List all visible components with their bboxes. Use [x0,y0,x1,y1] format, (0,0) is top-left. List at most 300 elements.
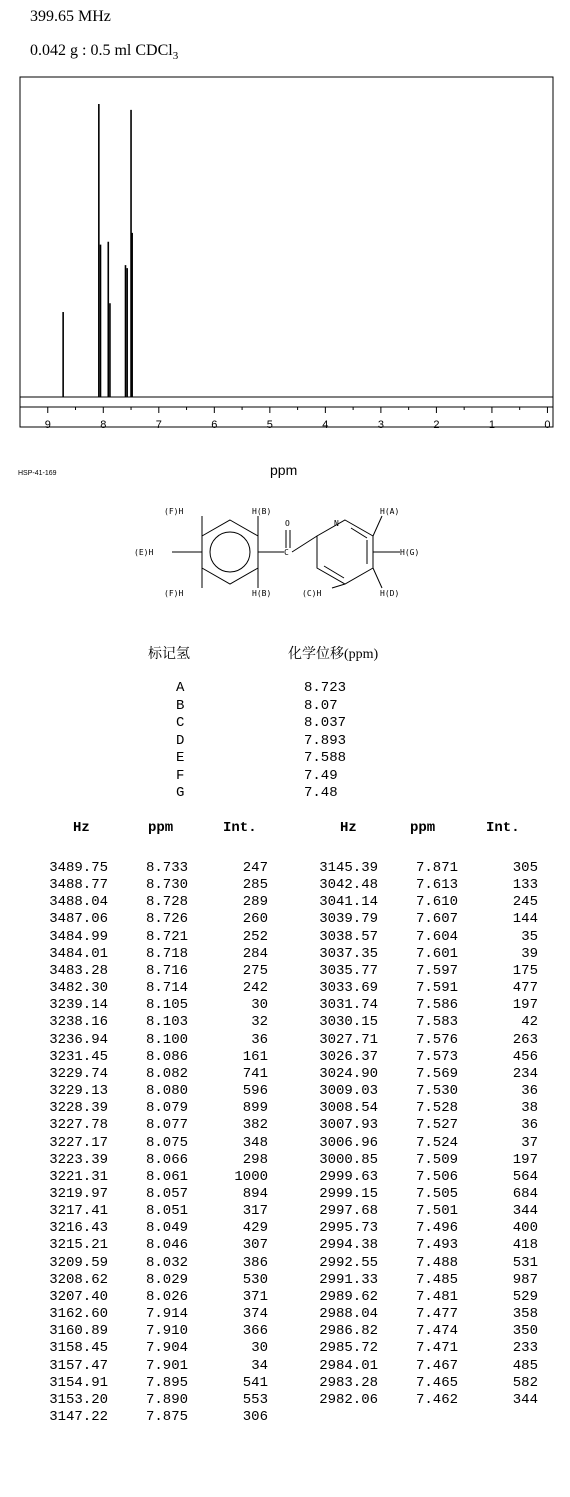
table-row [28,1186,268,1203]
cell-ppm: 7.895 [145,1374,188,1391]
cell-int: 582 [512,1374,538,1391]
cell-int: 133 [512,877,538,894]
cell-int: 36 [251,1031,268,1048]
label-nitrogen: N [334,519,339,528]
label-carbon: C [284,548,289,557]
table-row [298,1032,538,1049]
cell-int: 36 [521,1117,538,1134]
cell-int: 529 [512,1288,538,1305]
table-row [28,1135,268,1152]
cell-int: 34 [251,1357,268,1374]
cell-int: 541 [242,1374,268,1391]
table-row [298,963,538,980]
cell-int: 197 [512,1151,538,1168]
cell-int: 289 [242,894,268,911]
cell-hz: 3228.39 [49,1100,108,1117]
cell-ppm: 8.730 [145,877,188,894]
cell-int: 32 [251,1014,268,1031]
table-row [298,1237,538,1254]
table-row [298,1014,538,1031]
bond [332,584,345,588]
pyridine-ring [317,520,373,584]
table-row [28,1323,268,1340]
cell-int: 317 [242,1203,268,1220]
cell-hz: 3487.06 [49,911,108,928]
cell-hz: 3039.79 [319,911,378,928]
table-row [298,1186,538,1203]
table-row [298,1220,538,1237]
cell-hz: 2992.55 [319,1254,378,1271]
cell-ppm: 7.875 [145,1409,188,1425]
cell-ppm: 8.049 [145,1220,188,1237]
table-row [28,1066,268,1083]
table-row [28,1340,268,1357]
label-b-bot: H(B) [252,589,272,598]
cell-hz: 3217.41 [49,1203,108,1220]
cell-ppm: 8.714 [145,980,188,997]
table-row [28,997,268,1014]
label-f-top: (F)H [164,507,184,516]
cell-int: 30 [251,997,268,1014]
table-row [28,980,268,997]
label-a: H(A) [380,507,400,516]
table-row [298,1049,538,1066]
cell-hz: 3482.30 [49,980,108,997]
cell-ppm: 7.465 [415,1374,458,1391]
table-row [298,1135,538,1152]
cell-int: 36 [521,1083,538,1100]
cell-int: 358 [512,1306,538,1323]
table-row [28,1014,268,1031]
cell-ppm: 8.046 [145,1237,188,1254]
cell-hz: 3037.35 [319,945,378,962]
cell-int: 386 [242,1254,268,1271]
cell-hz: 2999.63 [319,1168,378,1185]
cell-int: 344 [512,1203,538,1220]
label-f-bot: (F)H [164,589,184,598]
nmr-spectrum-chart [0,0,570,470]
cell-ppm: 8.718 [145,945,188,962]
assignment-shift: 7.588 [304,750,347,766]
cell-hz: 3229.74 [49,1065,108,1082]
cell-ppm: 7.496 [415,1220,458,1237]
assignment-header-shift: 化学位移(ppm) [288,647,379,662]
cell-hz: 2994.38 [319,1237,378,1254]
table-row [298,1152,538,1169]
cell-hz: 2983.28 [319,1374,378,1391]
cell-hz: 3236.94 [49,1031,108,1048]
spectrum-code: HSP-41-169 [18,470,57,477]
table-row [298,997,538,1014]
cell-ppm: 8.077 [145,1117,188,1134]
x-tick-label: 8 [100,419,107,431]
cell-int: 252 [242,928,268,945]
cell-ppm: 8.032 [145,1254,188,1271]
cell-ppm: 7.485 [415,1271,458,1288]
cell-ppm: 8.082 [145,1065,188,1082]
col-head-ppm: ppm [410,820,436,836]
cell-hz: 3239.14 [49,997,108,1014]
assignment-label: C [176,715,185,731]
table-row [298,1272,538,1289]
cell-ppm: 8.728 [145,894,188,911]
assignment-shift: 8.07 [304,697,338,714]
table-row [28,1392,268,1409]
table-row [28,894,268,911]
cell-hz: 3006.96 [319,1134,378,1151]
cell-ppm: 7.610 [415,894,458,911]
cell-ppm: 8.079 [145,1100,188,1117]
table-row [298,860,538,877]
cell-hz: 3027.71 [319,1031,378,1048]
cell-int: 263 [512,1031,538,1048]
cell-hz: 3221.31 [49,1168,108,1185]
table-row [298,1289,538,1306]
cell-ppm: 7.604 [415,928,458,945]
cell-int: 530 [242,1271,268,1288]
cell-ppm: 7.462 [415,1391,458,1408]
spectrometer-frequency: 399.65 MHz [30,8,111,25]
x-tick-label: 6 [211,419,218,431]
table-row [28,1358,268,1375]
x-tick-label: 0 [544,419,551,431]
cell-ppm: 7.477 [415,1306,458,1323]
cell-ppm: 7.573 [415,1048,458,1065]
cell-hz: 3489.75 [49,860,108,876]
cell-ppm: 7.509 [415,1151,458,1168]
cell-hz: 3157.47 [49,1357,108,1374]
label-oxygen: O [285,519,290,528]
label-d: H(D) [380,589,400,598]
cell-hz: 3158.45 [49,1340,108,1357]
table-row [28,1032,268,1049]
cell-ppm: 7.506 [415,1168,458,1185]
label-b-top: H(B) [252,507,272,516]
cell-int: 596 [242,1083,268,1100]
assignment-label: A [176,680,185,696]
cell-ppm: 7.501 [415,1203,458,1220]
cell-ppm: 7.904 [145,1340,188,1357]
cell-ppm: 7.871 [415,860,458,876]
cell-hz: 2986.82 [319,1323,378,1340]
cell-hz: 3154.91 [49,1374,108,1391]
col-head-int: Int. [223,820,257,836]
cell-ppm: 7.583 [415,1014,458,1031]
cell-hz: 3041.14 [319,894,378,911]
cell-hz: 3031.74 [319,997,378,1014]
cell-hz: 3147.22 [49,1409,108,1425]
cell-hz: 2995.73 [319,1220,378,1237]
bond [373,516,382,536]
cell-int: 242 [242,980,268,997]
assignment-shift: 7.49 [304,767,338,784]
cell-ppm: 8.103 [145,1014,188,1031]
cell-int: 485 [512,1357,538,1374]
table-row [28,1272,268,1289]
assignment-shift: 7.48 [304,785,338,801]
x-axis-label: ppm [270,462,298,478]
cell-ppm: 8.066 [145,1151,188,1168]
cell-int: 564 [512,1168,538,1185]
cell-int: 284 [242,945,268,962]
cell-hz: 2999.15 [319,1185,378,1202]
cell-int: 260 [242,911,268,928]
cell-ppm: 7.481 [415,1288,458,1305]
table-row [298,1375,538,1392]
cell-hz: 2989.62 [319,1288,378,1305]
cell-hz: 3000.85 [319,1151,378,1168]
cell-int: 307 [242,1237,268,1254]
cell-int: 306 [242,1409,268,1425]
cell-int: 175 [512,962,538,979]
table-row [28,1255,268,1272]
cell-hz: 3229.13 [49,1083,108,1100]
col-head-ppm: ppm [148,820,174,836]
table-row [28,1203,268,1220]
cell-hz: 3033.69 [319,980,378,997]
cell-int: 987 [512,1271,538,1288]
cell-hz: 3160.89 [49,1323,108,1340]
cell-ppm: 7.910 [145,1323,188,1340]
cell-int: 456 [512,1048,538,1065]
cell-int: 371 [242,1288,268,1305]
cell-ppm: 7.505 [415,1185,458,1202]
cell-ppm: 7.527 [415,1117,458,1134]
cell-ppm: 8.029 [145,1271,188,1288]
cell-int: 418 [512,1237,538,1254]
table-row [298,1066,538,1083]
x-tick-label: 3 [377,419,384,431]
cell-hz: 3231.45 [49,1048,108,1065]
cell-int: 1000 [234,1168,268,1185]
table-row [28,911,268,928]
table-row [298,1203,538,1220]
assignment-header-label: 标记氢 [148,647,190,662]
cell-hz: 3153.20 [49,1391,108,1408]
cell-ppm: 8.026 [145,1288,188,1305]
cell-int: 899 [242,1100,268,1117]
label-c: (C)H [302,589,322,598]
assignment-shifts [304,680,346,803]
cell-ppm: 7.586 [415,997,458,1014]
cell-ppm: 7.471 [415,1340,458,1357]
cell-hz: 2982.06 [319,1391,378,1408]
table-row [298,1306,538,1323]
table-row [298,1100,538,1117]
cell-hz: 2988.04 [319,1306,378,1323]
table-row [28,1049,268,1066]
cell-int: 684 [512,1185,538,1202]
cell-hz: 3223.39 [49,1151,108,1168]
cell-int: 39 [521,945,538,962]
table-row [298,1117,538,1134]
cell-hz: 2991.33 [319,1271,378,1288]
table-row [28,929,268,946]
cell-int: 382 [242,1117,268,1134]
spectrum-peaks [63,104,132,397]
table-row [28,1409,268,1426]
cell-int: 344 [512,1391,538,1408]
sample-main: 0.042 g : 0.5 ml CDCl [30,42,173,59]
cell-int: 298 [242,1151,268,1168]
cell-hz: 3030.15 [319,1014,378,1031]
cell-hz: 3035.77 [319,962,378,979]
cell-ppm: 8.086 [145,1048,188,1065]
cell-ppm: 8.080 [145,1083,188,1100]
peak-list-table [0,820,570,1490]
cell-int: 348 [242,1134,268,1151]
cell-int: 247 [242,860,268,876]
assignment-label: D [176,732,185,749]
cell-hz: 3227.17 [49,1134,108,1151]
cell-ppm: 8.057 [145,1185,188,1202]
cell-hz: 3227.78 [49,1117,108,1134]
assignment-label: F [176,767,185,784]
cell-ppm: 7.591 [415,980,458,997]
cell-ppm: 7.528 [415,1100,458,1117]
cell-hz: 3024.90 [319,1065,378,1082]
cell-int: 531 [512,1254,538,1271]
cell-hz: 3238.16 [49,1014,108,1031]
table-row [28,1289,268,1306]
cell-hz: 3488.04 [49,894,108,911]
table-row [298,980,538,997]
cell-hz: 3026.37 [319,1048,378,1065]
cell-ppm: 7.597 [415,962,458,979]
cell-int: 400 [512,1220,538,1237]
cell-ppm: 7.576 [415,1031,458,1048]
table-row [28,1117,268,1134]
col-head-hz: Hz [340,820,357,836]
table-row [298,1169,538,1186]
assignment-label: G [176,785,185,801]
cell-ppm: 7.467 [415,1357,458,1374]
assignment-label: E [176,750,185,766]
cell-int: 894 [242,1185,268,1202]
x-tick-label: 7 [155,419,162,431]
table-row [28,877,268,894]
cell-int: 234 [512,1065,538,1082]
assignment-shift: 7.893 [304,732,347,749]
table-row [28,1083,268,1100]
cell-hz: 3009.03 [319,1083,378,1100]
cell-ppm: 8.075 [145,1134,188,1151]
cell-int: 42 [521,1014,538,1031]
assignment-labels [176,680,184,803]
table-row [298,1323,538,1340]
cell-int: 245 [512,894,538,911]
table-row [28,1306,268,1323]
table-row [298,1255,538,1272]
table-row [298,894,538,911]
cell-ppm: 8.733 [145,860,188,876]
cell-hz: 3483.28 [49,962,108,979]
cell-ppm: 7.601 [415,945,458,962]
cell-hz: 3008.54 [319,1100,378,1117]
cell-hz: 3215.21 [49,1237,108,1254]
table-row [28,946,268,963]
cell-int: 233 [512,1340,538,1357]
col-head-hz: Hz [73,820,90,836]
cell-ppm: 8.105 [145,997,188,1014]
cell-int: 30 [251,1340,268,1357]
cell-int: 429 [242,1220,268,1237]
sample-subscript: 3 [172,50,179,62]
cell-hz: 3007.93 [319,1117,378,1134]
bond [373,568,382,588]
peak-rows-right [298,860,538,1409]
cell-ppm: 8.721 [145,928,188,945]
cell-ppm: 7.569 [415,1065,458,1082]
cell-int: 38 [521,1100,538,1117]
cell-hz: 3484.99 [49,928,108,945]
peak-rows-left [28,860,268,1426]
cell-int: 374 [242,1306,268,1323]
label-e: (E)H [134,548,154,557]
pyridine-double-bond [351,528,367,538]
bond [292,536,317,552]
cell-hz: 3488.77 [49,877,108,894]
cell-hz: 3484.01 [49,945,108,962]
table-row [28,860,268,877]
table-row [28,1100,268,1117]
x-tick-label: 5 [266,419,273,431]
table-row [298,1083,538,1100]
cell-hz: 2985.72 [319,1340,378,1357]
cell-hz: 3208.62 [49,1271,108,1288]
cell-ppm: 7.890 [145,1391,188,1408]
cell-int: 350 [512,1323,538,1340]
assignment-shift: 8.723 [304,680,347,696]
cell-ppm: 7.901 [145,1357,188,1374]
table-row [298,1358,538,1375]
cell-ppm: 7.914 [145,1306,188,1323]
molecular-structure [100,490,470,630]
cell-int: 35 [521,928,538,945]
cell-ppm: 8.061 [145,1168,188,1185]
x-tick-label: 9 [44,419,51,431]
table-row [298,911,538,928]
cell-ppm: 7.488 [415,1254,458,1271]
cell-hz: 3145.39 [319,860,378,876]
pyridine-double-bond [324,566,344,578]
table-row [28,1375,268,1392]
x-tick-label: 4 [322,419,329,431]
table-row [298,1392,538,1409]
cell-hz: 2997.68 [319,1203,378,1220]
cell-int: 741 [242,1065,268,1082]
cell-ppm: 8.716 [145,962,188,979]
cell-int: 366 [242,1323,268,1340]
cell-ppm: 7.613 [415,877,458,894]
cell-int: 477 [512,980,538,997]
benzene-aromatic-circle [210,532,250,572]
cell-int: 285 [242,877,268,894]
cell-ppm: 8.051 [145,1203,188,1220]
table-row [28,1237,268,1254]
table-row [28,963,268,980]
cell-hz: 2984.01 [319,1357,378,1374]
cell-int: 37 [521,1134,538,1151]
cell-hz: 3209.59 [49,1254,108,1271]
cell-ppm: 8.100 [145,1031,188,1048]
table-row [298,877,538,894]
cell-int: 197 [512,997,538,1014]
cell-int: 305 [512,860,538,876]
table-row [28,1169,268,1186]
assignment-shift: 8.037 [304,715,347,731]
label-g: H(G) [400,548,420,557]
